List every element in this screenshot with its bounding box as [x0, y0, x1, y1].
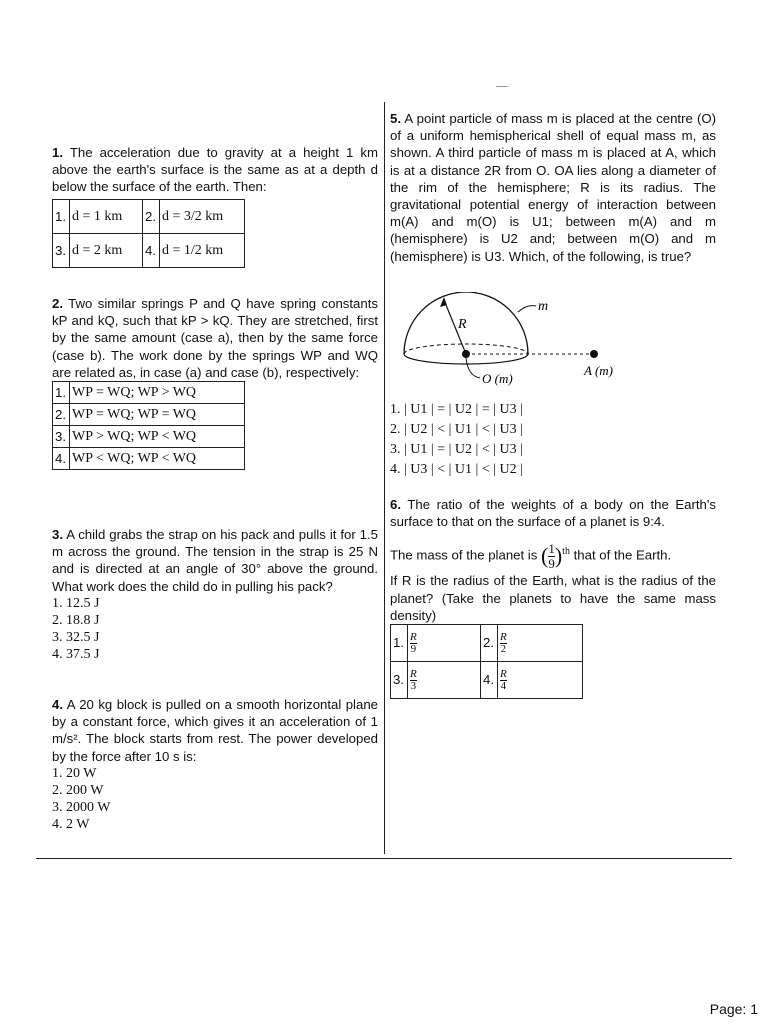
- option: 3. | U1 | = | U2 | < | U3 |: [390, 442, 523, 457]
- option-number: 1.: [391, 625, 408, 662]
- option-number: 1.: [53, 199, 70, 233]
- label-m: m: [538, 299, 549, 314]
- column-divider: [384, 102, 385, 854]
- question-5: [390, 110, 716, 265]
- question-number: 1.: [52, 145, 63, 160]
- question-number: 4.: [52, 697, 63, 712]
- option-text: d = 1 km: [70, 199, 143, 233]
- question-text: The ratio of the weights of a body on the Earth's surface to that on the surface of a planet is 9:4.: [390, 497, 717, 530]
- question-text: If R is the radius of the Earth, what is the radius of the planet? (Take the planets to have the same mass density): [390, 573, 716, 623]
- option-number: 1.: [53, 382, 70, 404]
- question-number: 2.: [52, 296, 63, 311]
- paren-close: ): [554, 543, 563, 569]
- question-text: A 20 kg block is pulled on a smooth horizontal plane by a constant force, which gives it an acceleration of 1 m/s². The block starts from rest. The power developed by the force after 10 s is:: [52, 697, 378, 764]
- option: 4. 2 W: [52, 816, 90, 832]
- O-leader: [466, 358, 480, 378]
- option-text: [408, 662, 481, 699]
- option-number: 4.: [53, 448, 70, 470]
- option-number: 3.: [53, 426, 70, 448]
- question-text: A child grabs the strap on his pack and pulls it for 1.5 m across the ground. The tension in the strap is 25 N and is directed at an angle of 30° above the ground. What work does the child do in pulling his pack?: [52, 527, 378, 594]
- option: 1. 12.5 J: [52, 595, 100, 611]
- option: 2. 200 W: [52, 782, 104, 798]
- options-list: [390, 401, 716, 481]
- option-text: WP > WQ; WP < WQ: [70, 426, 245, 448]
- options-table: [52, 381, 245, 470]
- fraction: $\frac{R}{3}$: [410, 667, 417, 692]
- planet-mass-line: [390, 534, 716, 570]
- options-table: [52, 199, 245, 268]
- question-number: 3.: [52, 527, 63, 542]
- option: 2. | U2 | < | U1 | < | U3 |: [390, 422, 523, 437]
- question-4: [52, 696, 378, 833]
- label-O: O (m): [482, 371, 513, 386]
- fraction: $\frac{R}{9}$: [410, 630, 417, 655]
- numerator: 1: [548, 540, 555, 556]
- option: 4. | U3 | < | U1 | < | U2 |: [390, 462, 523, 477]
- option-text: [408, 625, 481, 662]
- fraction: $\frac{R}{2}$: [500, 630, 507, 655]
- option-number: 3.: [391, 662, 408, 699]
- option-text: [498, 662, 583, 699]
- options-list: [52, 765, 378, 833]
- fraction: $\frac{R}{4}$: [500, 667, 507, 692]
- option-value: d = 3/2 km: [162, 208, 224, 224]
- denominator: 9: [548, 555, 555, 571]
- question-text: The acceleration due to gravity at a height 1 km above the earth's surface is the same as at a depth d below the surface of the earth. Then:: [52, 145, 378, 195]
- option-number: 4.: [481, 662, 498, 699]
- page-rule: [36, 858, 732, 859]
- question-5-options: [390, 401, 716, 481]
- top-dash: [496, 86, 508, 87]
- option-text: [498, 625, 583, 662]
- question-text: Two similar springs P and Q have spring constants kP and kQ, such that kP > kQ. They are stretched, first by the same amount (case a), then by the same force (case b). The work done by the springs WP and WQ are related as, in case (a) and case (b), respectively:: [52, 296, 378, 380]
- option-number: 2.: [143, 199, 160, 233]
- option-text: [160, 199, 245, 233]
- option-value: d = 1/2 km: [162, 242, 224, 258]
- options-table: [390, 624, 583, 699]
- question-number: 6.: [390, 497, 401, 512]
- superscript: th: [562, 546, 570, 558]
- question-text: A point particle of mass m is placed at the centre (O) of a uniform hemispherical shell of equal mass m, as shown. A third particle of mass m is placed at A, which is at a distance 2R from O. OA lies along a diameter of the rim of the hemisphere; R is its radius. The gravitational potential energy of interaction between m(A) and m(O) is U1; between m(A) and m (hemisphere) is U2 and; between m(O) and m (hemisphere) is U3. Which, of the following, is true?: [390, 111, 716, 264]
- label-A: A (m): [584, 363, 614, 378]
- option: 3. 2000 W: [52, 799, 111, 815]
- option: 1. | U1 | = | U2 | = | U3 |: [390, 402, 523, 417]
- option-text: WP = WQ; WP > WQ: [70, 382, 245, 404]
- question-2: [52, 295, 378, 470]
- question-number: 5.: [390, 111, 401, 126]
- hemisphere-figure: [394, 292, 634, 392]
- option: 1. 20 W: [52, 765, 97, 781]
- option-text: [160, 233, 245, 267]
- paren-open: (: [541, 543, 549, 569]
- option-text: d = 2 km: [70, 233, 143, 267]
- m-leader: [518, 306, 536, 312]
- option: 3. 32.5 J: [52, 629, 100, 645]
- question-6: [390, 496, 716, 699]
- option-number: 4.: [143, 233, 160, 267]
- option: 2. 18.8 J: [52, 612, 100, 628]
- label-R: R: [458, 317, 467, 332]
- question-3: [52, 526, 378, 663]
- option-number: 2.: [481, 625, 498, 662]
- text-pre: The mass of the planet is: [390, 547, 538, 563]
- page-number: Page: 1: [709, 1000, 758, 1017]
- option-text: WP = WQ; WP = WQ: [70, 404, 245, 426]
- option-text: WP < WQ; WP < WQ: [70, 448, 245, 470]
- options-list: [52, 595, 378, 663]
- point-A: [590, 350, 598, 358]
- option: 4. 37.5 J: [52, 646, 100, 662]
- option-number: 3.: [53, 233, 70, 267]
- option-number: 2.: [53, 404, 70, 426]
- text-post: that of the Earth.: [573, 547, 672, 563]
- question-1: [52, 144, 378, 268]
- point-O: [462, 350, 470, 358]
